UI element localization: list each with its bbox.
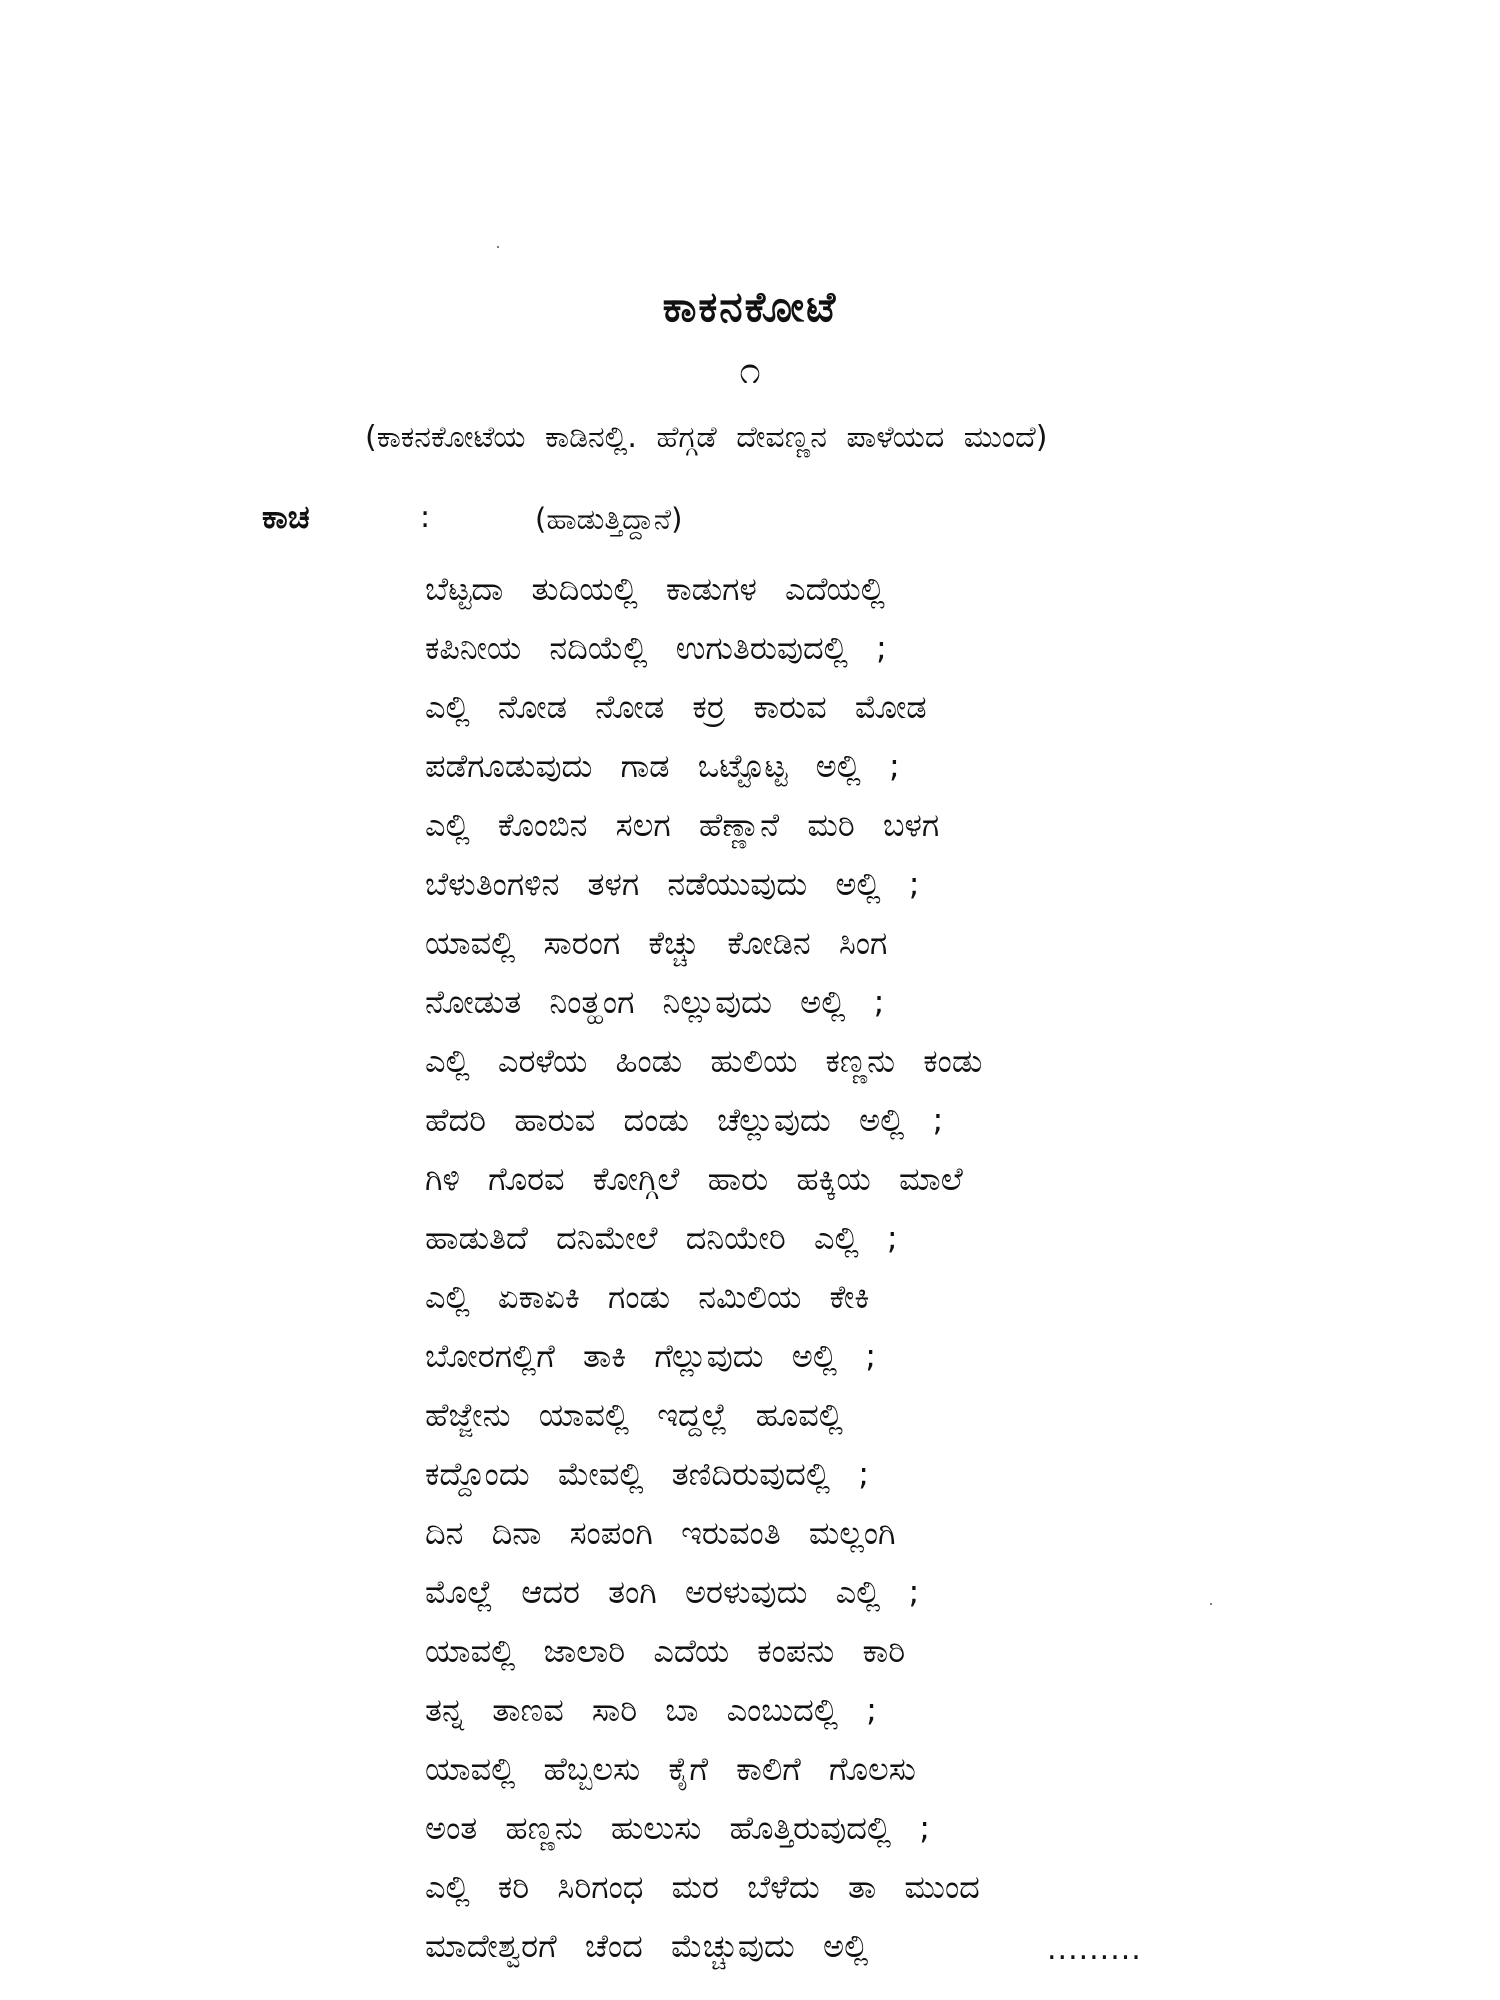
verse-line: ಹೆದರಿ ಹಾರುವ ದಂಡು ಚೆಲ್ಲುವುದು ಅಲ್ಲಿ ; — [425, 1101, 944, 1139]
verse-line: ಯಾವಲ್ಲಿ ಹೆಬ್ಬಲಸು ಕೈಗೆ ಕಾಲಿಗೆ ಗೊಲಸು — [425, 1750, 916, 1788]
verse-line: ದಿನ ದಿನಾ ಸಂಪಂಗಿ ಇರುವಂತಿ ಮಲ್ಲಂಗಿ — [425, 1514, 896, 1552]
verse-line: ಗಿಳಿ ಗೊರವ ಕೋಗ್ಗಿಲೆ ಹಾರು ಹಕ್ಕಿಯ ಮಾಲೆ — [425, 1160, 963, 1198]
verse-line: ಹಾಡುತಿದೆ ದನಿಮೇಲೆ ದನಿಯೇರಿ ಎಲ್ಲಿ ; — [425, 1219, 898, 1257]
continuation-dots: ......... — [1047, 1932, 1142, 1967]
verse-line: ಎಲ್ಲಿ ಏಕಾಏಕಿ ಗಂಡು ನಮಿಲಿಯ ಕೇಕಿ — [425, 1278, 870, 1316]
verse-line: ಎಲ್ಲಿ ನೋಡ ನೋಡ ಕರ್‍ರ ಕಾರುವ ಮೋಡ — [425, 688, 927, 726]
verse-line: ಬೋರಗಲ್ಲಿಗೆ ತಾಕಿ ಗೆಲ್ಲುವುದು ಅಲ್ಲಿ ; — [425, 1337, 876, 1375]
verse-line: ಬೆಳುತಿಂಗಳಿನ ತಳಗ ನಡೆಯುವುದು ಅಲ್ಲಿ ; — [425, 865, 920, 903]
verse-line: ಎಲ್ಲಿ ಕೊಂಬಿನ ಸಲಗ ಹೆಣ್ಣಾನೆ ಮರಿ ಬಳಗ — [425, 806, 940, 844]
scan-speck — [1210, 1603, 1212, 1605]
verse-line: ಹೆಜ್ಜೇನು ಯಾವಲ್ಲಿ ಇದ್ದಲ್ಲೆ ಹೂವಲ್ಲಿ — [425, 1396, 843, 1434]
speaker-name: ಕಾಚ — [262, 498, 310, 536]
verse-line: ಪಡೆಗೂಡುವುದು ಗಾಡ ಒಟ್ಟೊಟ್ಟ ಅಲ್ಲಿ ; — [425, 747, 900, 785]
scan-speck — [497, 246, 499, 248]
verse-line: ತನ್ನ ತಾಣವ ಸಾರಿ ಬಾ ಎಂಬುದಲ್ಲಿ ; — [425, 1691, 877, 1729]
speaker-colon: : — [420, 500, 431, 535]
verse-line: ಮಾದೇಶ್ವರಗೆ ಚೆಂದ ಮೆಚ್ಚುವುದು ಅಲ್ಲಿ — [425, 1927, 869, 1965]
song-verse — [425, 560, 982, 1976]
scene-number: ೧ — [739, 348, 761, 392]
verse-line: ಕದ್ದೊಂದು ಮೇವಲ್ಲಿ ತಣಿದಿರುವುದಲ್ಲಿ ; — [425, 1455, 870, 1493]
verse-line: ಮೊಲ್ಲೆ ಆದರ ತಂಗಿ ಅರಳುವುದು ಎಲ್ಲಿ ; — [425, 1573, 920, 1611]
speaker-action: (ಹಾಡುತ್ತಿದ್ದಾನೆ) — [535, 502, 683, 536]
verse-line: ನೋಡುತ ನಿಂತ್ಹಂಗ ನಿಲ್ಲುವುದು ಅಲ್ಲಿ ; — [425, 983, 885, 1021]
verse-line: ಬೆಟ್ಟದಾ ತುದಿಯಲ್ಲಿ ಕಾಡುಗಳ ಎದೆಯಲ್ಲಿ — [425, 570, 885, 608]
stage-direction: (ಕಾಕನಕೋಟೆಯ ಕಾಡಿನಲ್ಲಿ. ಹೆಗ್ಗಡೆ ದೇವಣ್ಣನ ಪಾಳೆಯದ ಮುಂದೆ) — [365, 420, 1048, 455]
play-title: ಕಾಕನಕೋಟೆ — [662, 282, 838, 331]
verse-line: ಎಲ್ಲಿ ಎರಳೆಯ ಹಿಂಡು ಹುಲಿಯ ಕಣ್ಣನು ಕಂಡು — [425, 1042, 983, 1080]
verse-line: ಎಲ್ಲಿ ಕರಿ ಸಿರಿಗಂಧ ಮರ ಬೆಳೆದು ತಾ ಮುಂದ — [425, 1868, 980, 1906]
verse-line: ಕಪಿನೀಯ ನದಿಯೆಲ್ಲಿ ಉಗುತಿರುವುದಲ್ಲಿ ; — [425, 629, 887, 667]
verse-line: ಅಂತ ಹಣ್ಣನು ಹುಲುಸು ಹೊತ್ತಿರುವುದಲ್ಲಿ ; — [425, 1809, 931, 1847]
verse-line: ಯಾವಲ್ಲಿ ಜಾಲಾರಿ ಎದೆಯ ಕಂಪನು ಕಾರಿ — [425, 1632, 906, 1670]
verse-line: ಯಾವಲ್ಲಿ ಸಾರಂಗ ಕೆಚ್ಚು ಕೋಡಿನ ಸಿಂಗ — [425, 924, 888, 962]
